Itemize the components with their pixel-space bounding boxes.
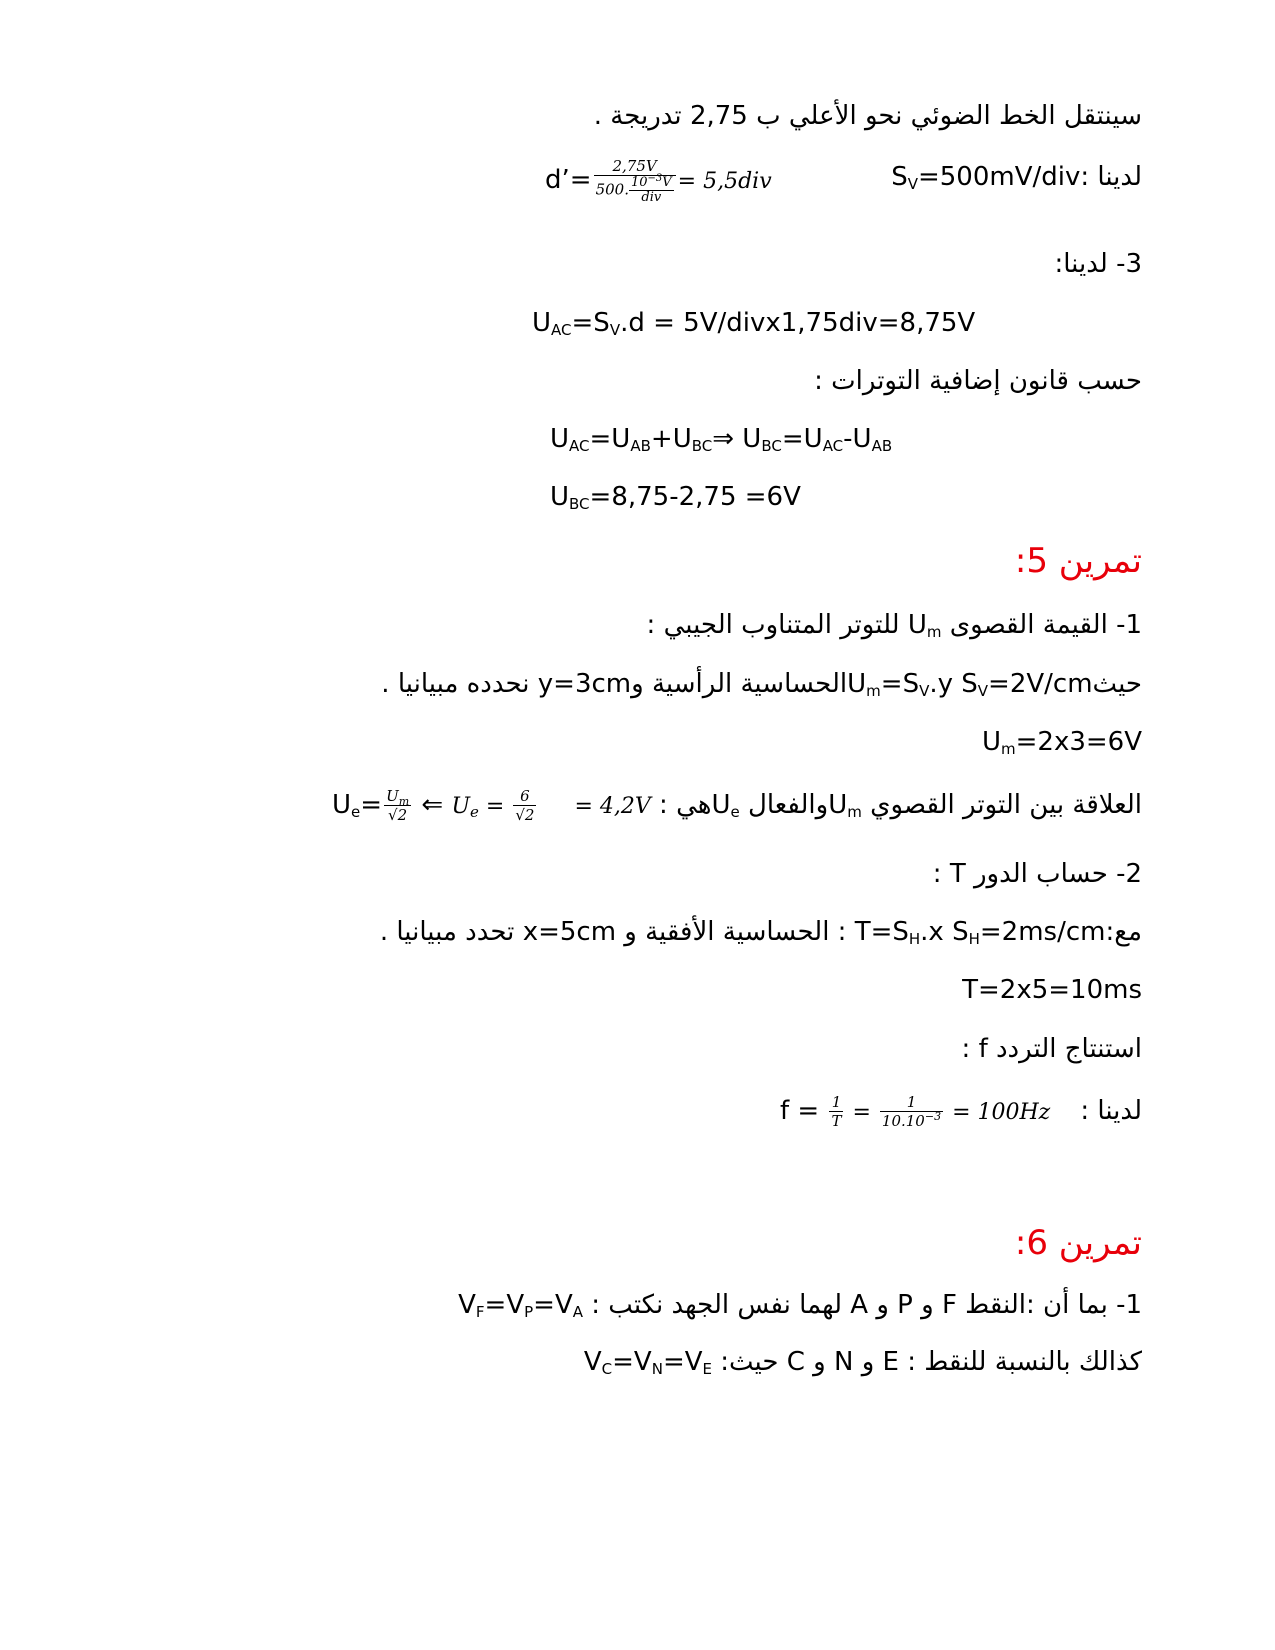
um-over-sqrt2: $\frac{U_m}{√2}$	[386, 787, 410, 824]
text-line-17: 1- بما أن :النقط F و P و A لهما نفس الجهد نكتب : $V_F=V_P=V_A$	[458, 1290, 1142, 1321]
inner-denominator: div	[641, 189, 662, 205]
inner-fraction	[629, 172, 674, 205]
voltage-law-equation: $U_{AC}=U_{AB}+U_{BC}\Rightarrow$ $U_{BC}=U_{AC}-U_{AB}$	[550, 424, 893, 455]
text-line-3: 3- لدينا:	[1054, 249, 1142, 279]
text-line-12: 2- حساب الدور T :	[932, 859, 1142, 889]
text-line-15: استنتاج التردد f :	[961, 1034, 1142, 1064]
rms-formula: = 4,2V	[574, 794, 651, 819]
one-over-period: $\frac{1}{10.10^{-3}}$	[881, 1093, 942, 1130]
frequency-formula: f = $\frac{1}{T}$ = $\frac{1}{10.10^{-3}}$ = 100Hz	[780, 1093, 1051, 1130]
uac-equation: $U_{AC}=S_V.d$ = 5V/divx1,75div=8,75V	[532, 308, 976, 339]
six-over-sqrt2: $\frac{6}{√2}$	[515, 787, 535, 824]
denominator-prefix: 500.	[595, 180, 629, 198]
text-line-9: $حيثU_m=S_V.y$ $S_V=2V$/cmالحساسية الرأسية وy=3cm نحدده مبيانيا .	[381, 669, 1142, 700]
d-prime-label: d’=	[545, 165, 592, 195]
sv-subscript: V	[907, 175, 918, 193]
text-line-1: سينتقل الخط الضوئي نحو الأعلي ب 2,75 تدريجة .	[593, 101, 1142, 131]
exercise-6-heading: تمرين 6:	[1014, 1223, 1142, 1263]
ubc-result: $U_{BC}=8,75-2,75 =6V$	[550, 482, 801, 513]
text-line-8: 1- القيمة القصوى $U_m$ للتوتر المتناوب الجيبي :	[646, 610, 1142, 641]
um-result: $U_m=2x3=6V$	[981, 727, 1142, 758]
exercise-5-heading: تمرين 5:	[1014, 541, 1142, 581]
period-result: T=2x5=10ms	[962, 975, 1142, 1005]
text-line-5: حسب قانون إضافية التوترات :	[814, 366, 1142, 396]
text-line-16: لدينا :	[1080, 1096, 1142, 1126]
sv-value: =500mV/div	[917, 162, 1081, 192]
d-prime-result: = 5,5div	[677, 169, 772, 194]
text-line-13: $مع:T=S_H.x$ $S_H=2ms/cm$ : الحساسية الأفقية و x=5cm تحدد مبيانيا .	[379, 917, 1142, 948]
fraction-numerator: 2,75V	[594, 157, 676, 176]
implies-arrow: ⇐	[421, 790, 444, 820]
arabic-ladayna: لدينا :	[1080, 162, 1142, 192]
rms-formula-left: $U_e=$ $\frac{U_m}{√2}$ ⇐ $U_e$ = $\frac{6}{√2}$	[332, 787, 535, 824]
inner-numerator: $10^{-3}V$	[630, 172, 672, 190]
sv-symbol: S	[891, 162, 908, 192]
sv-expression	[891, 162, 1080, 192]
text-line-18: كذالك بالنسبة للنقط : E و N و C حيث: $V_C=V_N=V_E$	[583, 1347, 1142, 1378]
rms-relation-line: العلاقة بين التوتر القصوي $U_mوالفعال$ $U_eهي$ : = 4,2V	[574, 790, 1142, 821]
d-prime-equation	[545, 150, 772, 230]
text-line-2-right	[891, 160, 1142, 194]
d-prime-fraction	[594, 157, 676, 205]
fraction-denominator	[594, 172, 676, 205]
one-over-t: $\frac{1}{T}$	[831, 1093, 842, 1130]
